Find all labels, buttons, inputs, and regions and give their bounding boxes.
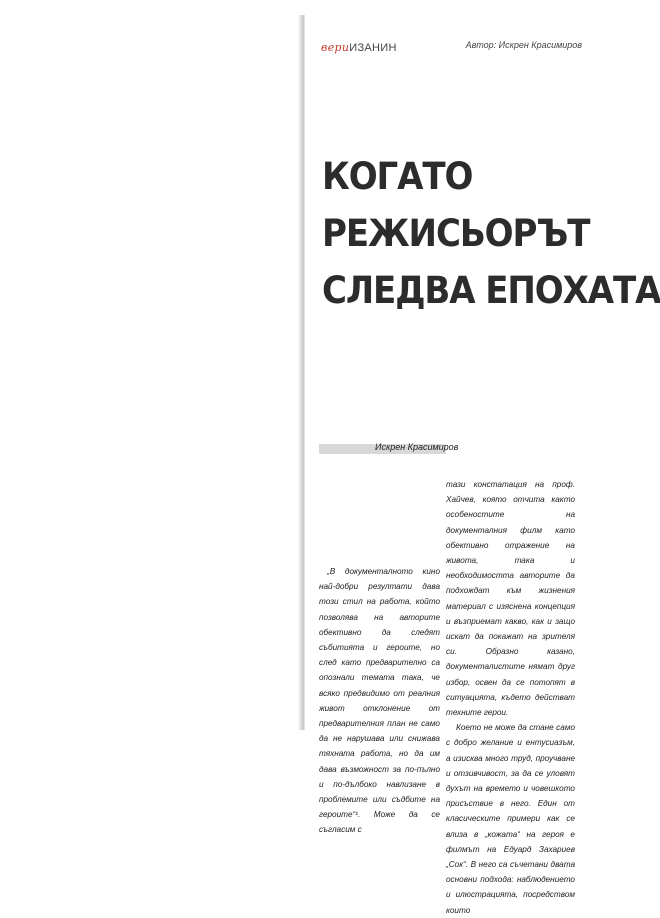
left-blank-page [0,0,300,800]
logo-script: вери [321,41,350,54]
title-line-2: РЕЖИСЬОРЪТ [322,212,590,255]
magazine-logo [321,41,397,54]
article-title [322,148,660,319]
logo-text: ИЗАНИН [349,42,397,54]
paragraph-2: Което не може да стане само с добро желание и ентусиазъм, а изисква много труд, проучване и отзивчивост, за да се уловят духът на времето и човешкото присъствие в него. Един от класическите примери как се влиза в „кожата“ на героя е филмът на Едуард Захариев „Сок“. В него са съчетани двата основни подхода: наблюдението и илюстрацията, посредством които [446,723,575,915]
paragraph-quote: „В документалното кино най-добри резултати дава този стил на работа, който позволява на авторите обективно да следят събитията и героите, но след като предварително са опознали темата така, че всяко предвидимо от реалния живот отклонение от предварителния план не само да не нарушава или снижава тяхната работа, но да им дава възможност за по-пълно и по-дълбоко навлизане в проблемите или съдбите на героите“¹. Може да се съгласим с [319,567,440,835]
header-author: Автор: Искрен Красимиров [465,40,582,50]
page-fold [298,15,305,730]
paragraph-1: тази констатация на проф. Хайчев, която отчита както особеностите на документалния филм като обективно отражение на живота, така и необходимостта авторите да подхождат към жизнения материал с изяснена концепция и възприемат какво, как и защо искат да покажат на зрителя си. Образно казано, документалистите нямат друг избор, освен да се потопят в ситуацията, където действат техните герои. [446,480,575,718]
text-column-left [319,564,440,838]
title-line-1: КОГАТО [322,155,473,198]
byline: Искрен Красимиров [375,442,459,452]
text-column-right [446,477,575,918]
title-line-3: СЛЕДВА ЕПОХАТА [322,269,660,312]
